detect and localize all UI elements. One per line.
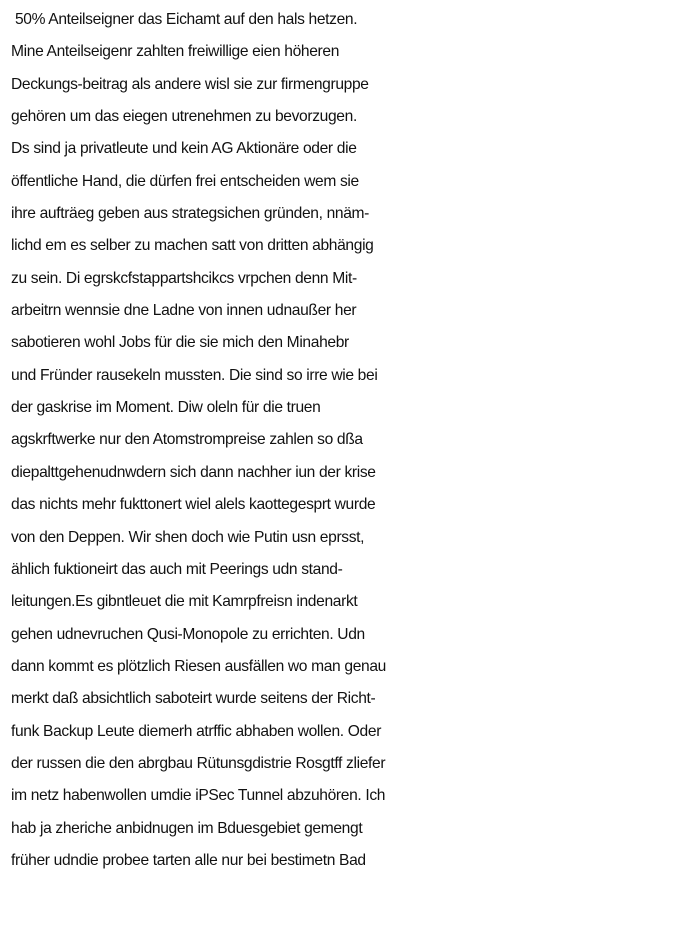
text-line: leitungen.Es gibntleuet die mit Kamrpfreisn indenarkt (11, 593, 358, 611)
text-line: der gaskrise im Moment. Diw oleln für die truen (11, 399, 321, 417)
text-line: zu sein. Di egrskcfstappartshcikcs vrpchen denn Mit- (11, 269, 357, 287)
text-line: von den Deppen. Wir shen doch wie Putin usn eprsst, (11, 528, 365, 546)
text-line: hab ja zheriche anbidnugen im Bduesgebiet gemengt (11, 819, 363, 837)
text-line: gehen udnevruchen Qusi-Monopole zu errichten. Udn (11, 625, 365, 643)
text-line: Ds sind ja privatleute und kein AG Aktionäre oder die (11, 140, 357, 158)
text-line: merkt daß absichtlich saboteirt wurde seitens der Richt- (11, 690, 376, 708)
text-line: gehören um das eiegen utrenehmen zu bevorzugen. (11, 108, 357, 126)
text-line: öffentliche Hand, die dürfen frei entscheiden wem sie (11, 172, 359, 190)
text-line: der russen die den abrgbau Rütunsgdistrie Rosgtff zliefer (11, 754, 386, 772)
document-body (11, 4, 681, 877)
text-line: funk Backup Leute diemerh atrffic abhaben wollen. Oder (11, 722, 382, 740)
text-line: ählich fuktioneirt das auch mit Peerings udn stand- (11, 560, 343, 578)
text-line: früher udndie probee tarten alle nur bei bestimetn Bad (11, 851, 366, 869)
text-line: dann kommt es plötzlich Riesen ausfällen wo man genau (11, 657, 386, 675)
text-line: und Fründer rausekeln mussten. Die sind so irre wie bei (11, 366, 378, 384)
text-line: sabotieren wohl Jobs für die sie mich den Minahebr (11, 334, 349, 352)
text-line: Mine Anteilseigenr zahlten freiwillige eien höheren (11, 43, 340, 61)
text-line: diepalttgehenudnwdern sich dann nachher iun der krise (11, 463, 376, 481)
text-line: 50% Anteilseigner das Eichamt auf den hals hetzen. (11, 11, 358, 28)
text-line: lichd em es selber zu machen satt von dritten abhängig (11, 237, 374, 255)
text-line: ihre aufträeg geben aus strategsichen gründen, nnäm- (11, 205, 370, 223)
text-line: das nichts mehr fukttonert wiel alels kaottegesprt wurde (11, 496, 376, 514)
text-line: agskrftwerke nur den Atomstrompreise zahlen so dßa (11, 431, 363, 449)
text-line: arbeitrn wennsie dne Ladne von innen udnaußer her (11, 302, 357, 320)
text-line: Deckungs-beitrag als andere wisl sie zur firmengruppe (11, 75, 369, 93)
text-line: im netz habenwollen umdie iPSec Tunnel abzuhören. Ich (11, 787, 386, 805)
